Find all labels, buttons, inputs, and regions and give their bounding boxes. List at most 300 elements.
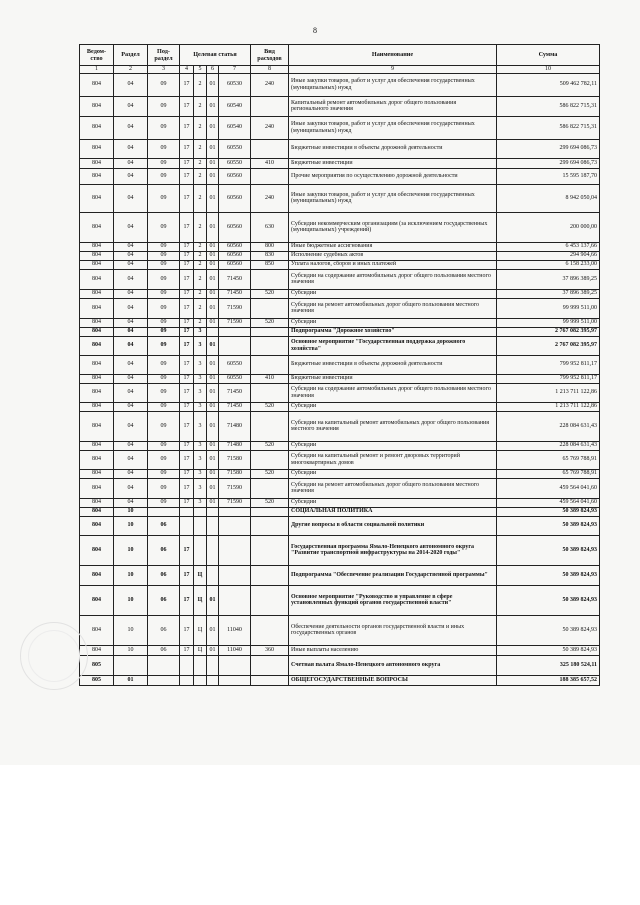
cell-vid-rashodov bbox=[251, 355, 289, 374]
cell-cs-program: 17 bbox=[180, 289, 194, 298]
cell-naimenovanie: Другие вопросы в области социальной политики bbox=[289, 516, 497, 535]
cell-cs-event: 01 bbox=[207, 139, 219, 158]
cell-cs-subprogram bbox=[194, 516, 207, 535]
col-number: 10 bbox=[497, 66, 600, 74]
cell-razdel: 10 bbox=[114, 615, 148, 645]
cell-cs-direction: 71590 bbox=[219, 298, 251, 318]
cell-vedomstvo: 804 bbox=[80, 168, 114, 184]
cell-naimenovanie: ОБЩЕГОСУДАРСТВЕННЫЕ ВОПРОСЫ bbox=[289, 675, 497, 685]
cell-summa: 6 453 137,66 bbox=[497, 242, 600, 251]
cell-cs-program: 17 bbox=[180, 298, 194, 318]
cell-vedomstvo: 804 bbox=[80, 298, 114, 318]
cell-cs-event: 01 bbox=[207, 73, 219, 96]
cell-summa: 188 385 657,52 bbox=[497, 675, 600, 685]
table-row bbox=[80, 184, 600, 212]
cell-vedomstvo: 804 bbox=[80, 318, 114, 327]
cell-cs-direction: 71450 bbox=[219, 383, 251, 402]
table-row bbox=[80, 565, 600, 585]
table-row bbox=[80, 516, 600, 535]
cell-podrazdel: 09 bbox=[148, 242, 180, 251]
cell-naimenovanie: Уплата налогов, сборов и иных платежей bbox=[289, 260, 497, 269]
cell-cs-direction: 71480 bbox=[219, 411, 251, 441]
cell-razdel: 04 bbox=[114, 73, 148, 96]
cell-vedomstvo: 804 bbox=[80, 469, 114, 478]
cell-cs-event bbox=[207, 535, 219, 565]
cell-vid-rashodov bbox=[251, 450, 289, 469]
cell-razdel: 04 bbox=[114, 298, 148, 318]
cell-cs-event: 01 bbox=[207, 260, 219, 269]
cell-vedomstvo: 804 bbox=[80, 498, 114, 507]
table-row bbox=[80, 289, 600, 298]
cell-naimenovanie: Обеспечение деятельности органов государственной власти и иных государственных органов bbox=[289, 615, 497, 645]
cell-razdel: 10 bbox=[114, 585, 148, 615]
cell-cs-subprogram: 2 bbox=[194, 212, 207, 242]
cell-naimenovanie: Субсидии bbox=[289, 498, 497, 507]
cell-razdel: 04 bbox=[114, 96, 148, 116]
cell-vid-rashodov bbox=[251, 585, 289, 615]
cell-summa: 294 904,66 bbox=[497, 251, 600, 260]
cell-razdel bbox=[114, 655, 148, 675]
cell-cs-subprogram: 2 bbox=[194, 139, 207, 158]
cell-razdel: 10 bbox=[114, 565, 148, 585]
cell-cs-direction bbox=[219, 516, 251, 535]
faded-stamp-inner bbox=[28, 630, 80, 682]
cell-podrazdel: 09 bbox=[148, 498, 180, 507]
table-row bbox=[80, 383, 600, 402]
table-row bbox=[80, 645, 600, 655]
cell-razdel: 04 bbox=[114, 289, 148, 298]
budget-table bbox=[79, 44, 600, 686]
cell-naimenovanie: Субсидии на содержание автомобильных дорог общего пользования местного значения bbox=[289, 383, 497, 402]
cell-vid-rashodov bbox=[251, 507, 289, 516]
cell-summa: 65 769 788,91 bbox=[497, 450, 600, 469]
cell-vedomstvo: 804 bbox=[80, 402, 114, 411]
cell-naimenovanie: Бюджетные инвестиции bbox=[289, 374, 497, 383]
cell-cs-program: 17 bbox=[180, 251, 194, 260]
cell-podrazdel: 09 bbox=[148, 441, 180, 450]
cell-podrazdel: 06 bbox=[148, 565, 180, 585]
cell-cs-subprogram: 3 bbox=[194, 498, 207, 507]
cell-vedomstvo: 804 bbox=[80, 565, 114, 585]
cell-vedomstvo: 804 bbox=[80, 184, 114, 212]
table-row bbox=[80, 212, 600, 242]
cell-cs-program bbox=[180, 516, 194, 535]
cell-cs-event bbox=[207, 327, 219, 336]
cell-podrazdel: 09 bbox=[148, 260, 180, 269]
table-row bbox=[80, 615, 600, 645]
cell-cs-program: 17 bbox=[180, 498, 194, 507]
cell-summa: 6 158 233,00 bbox=[497, 260, 600, 269]
cell-cs-program: 17 bbox=[180, 116, 194, 139]
cell-cs-direction bbox=[219, 585, 251, 615]
cell-cs-subprogram: 3 bbox=[194, 383, 207, 402]
cell-vedomstvo: 805 bbox=[80, 655, 114, 675]
cell-razdel: 04 bbox=[114, 260, 148, 269]
cell-vedomstvo: 804 bbox=[80, 355, 114, 374]
table-row bbox=[80, 441, 600, 450]
cell-naimenovanie: Бюджетные инвестиции bbox=[289, 158, 497, 168]
cell-razdel: 04 bbox=[114, 374, 148, 383]
cell-cs-direction: 60550 bbox=[219, 355, 251, 374]
cell-vid-rashodov bbox=[251, 96, 289, 116]
cell-podrazdel: 06 bbox=[148, 615, 180, 645]
cell-razdel: 04 bbox=[114, 441, 148, 450]
cell-cs-subprogram: 3 bbox=[194, 355, 207, 374]
cell-cs-program: 17 bbox=[180, 374, 194, 383]
cell-vid-rashodov: 520 bbox=[251, 289, 289, 298]
cell-summa: 50 389 824,93 bbox=[497, 645, 600, 655]
cell-cs-direction: 71590 bbox=[219, 318, 251, 327]
cell-cs-program: 17 bbox=[180, 411, 194, 441]
cell-vedomstvo: 804 bbox=[80, 212, 114, 242]
cell-summa: 228 084 631,43 bbox=[497, 441, 600, 450]
table-row bbox=[80, 585, 600, 615]
cell-vid-rashodov bbox=[251, 336, 289, 355]
cell-cs-program: 17 bbox=[180, 260, 194, 269]
cell-summa: 50 389 824,93 bbox=[497, 516, 600, 535]
cell-podrazdel: 09 bbox=[148, 327, 180, 336]
cell-razdel: 04 bbox=[114, 158, 148, 168]
cell-vedomstvo: 804 bbox=[80, 535, 114, 565]
cell-naimenovanie: Счетная палата Ямало-Ненецкого автономного округа bbox=[289, 655, 497, 675]
cell-cs-event: 01 bbox=[207, 645, 219, 655]
cell-podrazdel: 09 bbox=[148, 298, 180, 318]
cell-cs-event bbox=[207, 655, 219, 675]
cell-summa: 325 180 524,11 bbox=[497, 655, 600, 675]
cell-cs-direction: 71590 bbox=[219, 478, 251, 498]
cell-vedomstvo: 804 bbox=[80, 516, 114, 535]
cell-naimenovanie: Государственная программа Ямало-Ненецкого автономного округа "Развитие транспортной инфраструктуры на 2014-2020 годы" bbox=[289, 535, 497, 565]
cell-podrazdel: 09 bbox=[148, 374, 180, 383]
cell-cs-subprogram: 2 bbox=[194, 318, 207, 327]
cell-cs-program: 17 bbox=[180, 585, 194, 615]
cell-vid-rashodov: 520 bbox=[251, 441, 289, 450]
table-row bbox=[80, 336, 600, 355]
cell-podrazdel: 09 bbox=[148, 318, 180, 327]
cell-razdel: 04 bbox=[114, 411, 148, 441]
cell-cs-direction: 71580 bbox=[219, 450, 251, 469]
cell-podrazdel: 09 bbox=[148, 168, 180, 184]
cell-cs-event: 01 bbox=[207, 168, 219, 184]
cell-cs-direction: 60540 bbox=[219, 96, 251, 116]
cell-podrazdel: 09 bbox=[148, 96, 180, 116]
cell-summa: 299 694 086,73 bbox=[497, 158, 600, 168]
cell-vid-rashodov: 520 bbox=[251, 469, 289, 478]
cell-cs-direction: 71580 bbox=[219, 469, 251, 478]
cell-vedomstvo: 804 bbox=[80, 327, 114, 336]
cell-podrazdel: 09 bbox=[148, 355, 180, 374]
header-razdel: Раздел bbox=[114, 45, 148, 66]
table-row bbox=[80, 411, 600, 441]
cell-vedomstvo: 804 bbox=[80, 289, 114, 298]
col-number: 7 bbox=[219, 66, 251, 74]
cell-cs-direction bbox=[219, 655, 251, 675]
cell-cs-event: 01 bbox=[207, 242, 219, 251]
cell-cs-event bbox=[207, 565, 219, 585]
cell-cs-subprogram: 3 bbox=[194, 327, 207, 336]
cell-naimenovanie: Субсидии некоммерческим организациям (за исключением государственных (муниципальных) учреждений) bbox=[289, 212, 497, 242]
cell-podrazdel: 09 bbox=[148, 336, 180, 355]
cell-vedomstvo: 804 bbox=[80, 383, 114, 402]
cell-naimenovanie: Субсидии bbox=[289, 469, 497, 478]
cell-cs-direction: 60560 bbox=[219, 212, 251, 242]
cell-cs-direction: 60540 bbox=[219, 116, 251, 139]
cell-vid-rashodov bbox=[251, 675, 289, 685]
cell-cs-event: 01 bbox=[207, 289, 219, 298]
cell-cs-event: 01 bbox=[207, 374, 219, 383]
cell-summa: 8 942 050,04 bbox=[497, 184, 600, 212]
cell-naimenovanie: Иные закупки товаров, работ и услуг для обеспечения государственных (муниципальных) нужд bbox=[289, 184, 497, 212]
cell-cs-program: 17 bbox=[180, 478, 194, 498]
cell-podrazdel: 09 bbox=[148, 402, 180, 411]
cell-cs-program: 17 bbox=[180, 441, 194, 450]
cell-cs-program: 17 bbox=[180, 336, 194, 355]
cell-cs-program: 17 bbox=[180, 645, 194, 655]
cell-cs-direction: 71450 bbox=[219, 269, 251, 289]
cell-cs-subprogram: 2 bbox=[194, 269, 207, 289]
cell-cs-subprogram bbox=[194, 655, 207, 675]
table-row bbox=[80, 242, 600, 251]
cell-cs-subprogram: Ц bbox=[194, 565, 207, 585]
table-row bbox=[80, 675, 600, 685]
cell-cs-program: 17 bbox=[180, 212, 194, 242]
cell-cs-subprogram: Ц bbox=[194, 585, 207, 615]
col-number: 5 bbox=[194, 66, 207, 74]
cell-vedomstvo: 804 bbox=[80, 139, 114, 158]
cell-vedomstvo: 804 bbox=[80, 585, 114, 615]
cell-vid-rashodov: 850 bbox=[251, 260, 289, 269]
cell-cs-program: 17 bbox=[180, 469, 194, 478]
cell-razdel: 04 bbox=[114, 402, 148, 411]
cell-cs-event bbox=[207, 516, 219, 535]
cell-cs-direction: 60550 bbox=[219, 374, 251, 383]
cell-razdel: 10 bbox=[114, 645, 148, 655]
cell-vid-rashodov bbox=[251, 535, 289, 565]
cell-podrazdel: 09 bbox=[148, 478, 180, 498]
cell-vid-rashodov: 240 bbox=[251, 73, 289, 96]
cell-cs-event: 01 bbox=[207, 450, 219, 469]
cell-cs-subprogram: Ц bbox=[194, 615, 207, 645]
cell-vid-rashodov bbox=[251, 383, 289, 402]
cell-vid-rashodov bbox=[251, 478, 289, 498]
cell-razdel: 10 bbox=[114, 535, 148, 565]
cell-cs-direction bbox=[219, 565, 251, 585]
header-summa: Сумма bbox=[497, 45, 600, 66]
cell-cs-subprogram: 2 bbox=[194, 168, 207, 184]
cell-naimenovanie: Субсидии bbox=[289, 318, 497, 327]
cell-cs-direction bbox=[219, 675, 251, 685]
cell-summa: 799 952 811,17 bbox=[497, 374, 600, 383]
cell-cs-direction bbox=[219, 336, 251, 355]
cell-naimenovanie: Иные бюджетные ассигнования bbox=[289, 242, 497, 251]
cell-cs-subprogram: 3 bbox=[194, 478, 207, 498]
cell-podrazdel: 06 bbox=[148, 516, 180, 535]
cell-vedomstvo: 804 bbox=[80, 615, 114, 645]
cell-naimenovanie: Субсидии на капитальный ремонт и ремонт дворовых территорий многоквартирных домов bbox=[289, 450, 497, 469]
cell-naimenovanie: Основное мероприятие "Руководство и управление в сфере установленных функций органов государственной власти" bbox=[289, 585, 497, 615]
cell-summa: 99 999 511,00 bbox=[497, 298, 600, 318]
cell-podrazdel: 09 bbox=[148, 269, 180, 289]
cell-summa: 459 564 041,60 bbox=[497, 498, 600, 507]
cell-vid-rashodov: 520 bbox=[251, 402, 289, 411]
cell-vedomstvo: 804 bbox=[80, 507, 114, 516]
cell-naimenovanie: Иные выплаты населению bbox=[289, 645, 497, 655]
cell-vedomstvo: 804 bbox=[80, 441, 114, 450]
cell-cs-program: 17 bbox=[180, 402, 194, 411]
cell-vedomstvo: 804 bbox=[80, 242, 114, 251]
cell-cs-subprogram: 3 bbox=[194, 450, 207, 469]
cell-cs-event bbox=[207, 507, 219, 516]
header-naimenovanie: Наименование bbox=[289, 45, 497, 66]
cell-podrazdel bbox=[148, 507, 180, 516]
cell-podrazdel: 09 bbox=[148, 251, 180, 260]
cell-cs-event: 01 bbox=[207, 212, 219, 242]
cell-naimenovanie: Прочие мероприятия по осуществлению дорожной деятельности bbox=[289, 168, 497, 184]
table-row bbox=[80, 655, 600, 675]
cell-cs-event: 01 bbox=[207, 318, 219, 327]
table-row bbox=[80, 535, 600, 565]
cell-podrazdel: 09 bbox=[148, 116, 180, 139]
cell-summa: 1 213 711 122,86 bbox=[497, 383, 600, 402]
cell-cs-direction: 71450 bbox=[219, 289, 251, 298]
cell-naimenovanie: Субсидии bbox=[289, 289, 497, 298]
header-row bbox=[80, 45, 600, 66]
table-row bbox=[80, 507, 600, 516]
header-podrazdel: Под-раздел bbox=[148, 45, 180, 66]
cell-cs-direction: 60550 bbox=[219, 139, 251, 158]
cell-podrazdel: 09 bbox=[148, 158, 180, 168]
cell-razdel: 04 bbox=[114, 336, 148, 355]
cell-cs-event: 01 bbox=[207, 402, 219, 411]
cell-podrazdel: 09 bbox=[148, 184, 180, 212]
cell-cs-subprogram: 3 bbox=[194, 402, 207, 411]
cell-summa: 200 000,00 bbox=[497, 212, 600, 242]
table-body bbox=[80, 73, 600, 685]
cell-vid-rashodov bbox=[251, 327, 289, 336]
cell-vedomstvo: 804 bbox=[80, 260, 114, 269]
table-row bbox=[80, 327, 600, 336]
cell-cs-event: 01 bbox=[207, 251, 219, 260]
cell-cs-event: 01 bbox=[207, 298, 219, 318]
cell-vid-rashodov bbox=[251, 516, 289, 535]
cell-cs-subprogram: 2 bbox=[194, 96, 207, 116]
cell-razdel: 04 bbox=[114, 116, 148, 139]
cell-cs-direction: 71480 bbox=[219, 441, 251, 450]
cell-cs-event: 01 bbox=[207, 96, 219, 116]
cell-naimenovanie: Бюджетные инвестиции в объекты дорожной деятельности bbox=[289, 139, 497, 158]
cell-vedomstvo: 804 bbox=[80, 251, 114, 260]
cell-cs-subprogram: 2 bbox=[194, 158, 207, 168]
cell-summa: 65 769 788,91 bbox=[497, 469, 600, 478]
table-row bbox=[80, 478, 600, 498]
cell-cs-subprogram bbox=[194, 535, 207, 565]
table-row bbox=[80, 402, 600, 411]
cell-cs-direction: 60560 bbox=[219, 242, 251, 251]
cell-cs-direction: 60560 bbox=[219, 168, 251, 184]
cell-cs-direction: 11040 bbox=[219, 645, 251, 655]
cell-cs-program: 17 bbox=[180, 242, 194, 251]
col-number: 9 bbox=[289, 66, 497, 74]
cell-vid-rashodov bbox=[251, 565, 289, 585]
cell-cs-subprogram: 2 bbox=[194, 242, 207, 251]
cell-razdel: 04 bbox=[114, 212, 148, 242]
cell-vid-rashodov: 410 bbox=[251, 374, 289, 383]
col-number: 2 bbox=[114, 66, 148, 74]
cell-vid-rashodov: 520 bbox=[251, 498, 289, 507]
cell-vedomstvo: 804 bbox=[80, 336, 114, 355]
col-number: 6 bbox=[207, 66, 219, 74]
cell-naimenovanie: Субсидии на ремонт автомобильных дорог общего пользования местного значения bbox=[289, 478, 497, 498]
cell-cs-direction: 60560 bbox=[219, 260, 251, 269]
col-number: 4 bbox=[180, 66, 194, 74]
cell-razdel: 04 bbox=[114, 498, 148, 507]
table-row bbox=[80, 251, 600, 260]
cell-cs-direction bbox=[219, 507, 251, 516]
cell-naimenovanie: Иные закупки товаров, работ и услуг для обеспечения государственных (муниципальных) нужд bbox=[289, 116, 497, 139]
cell-razdel: 04 bbox=[114, 242, 148, 251]
cell-razdel: 04 bbox=[114, 139, 148, 158]
cell-cs-program: 17 bbox=[180, 184, 194, 212]
table-row bbox=[80, 269, 600, 289]
cell-vid-rashodov: 520 bbox=[251, 318, 289, 327]
cell-podrazdel bbox=[148, 675, 180, 685]
cell-razdel: 04 bbox=[114, 478, 148, 498]
cell-summa: 37 896 389,25 bbox=[497, 269, 600, 289]
cell-naimenovanie: Иные закупки товаров, работ и услуг для обеспечения государственных (муниципальных) нужд bbox=[289, 73, 497, 96]
col-number: 8 bbox=[251, 66, 289, 74]
cell-naimenovanie: Субсидии на ремонт автомобильных дорог общего пользования местного значения bbox=[289, 298, 497, 318]
cell-summa: 37 896 389,25 bbox=[497, 289, 600, 298]
cell-naimenovanie: Основное мероприятие "Государственная поддержка дорожного хозяйства" bbox=[289, 336, 497, 355]
cell-cs-program: 17 bbox=[180, 565, 194, 585]
cell-vid-rashodov bbox=[251, 615, 289, 645]
cell-summa: 99 999 511,00 bbox=[497, 318, 600, 327]
table-row bbox=[80, 139, 600, 158]
cell-cs-event: 01 bbox=[207, 469, 219, 478]
cell-cs-event: 01 bbox=[207, 615, 219, 645]
cell-cs-subprogram: 2 bbox=[194, 251, 207, 260]
cell-cs-event: 01 bbox=[207, 158, 219, 168]
cell-naimenovanie: Субсидии bbox=[289, 441, 497, 450]
cell-vid-rashodov bbox=[251, 411, 289, 441]
cell-cs-program: 17 bbox=[180, 383, 194, 402]
cell-cs-subprogram: 2 bbox=[194, 289, 207, 298]
cell-vid-rashodov: 240 bbox=[251, 184, 289, 212]
cell-cs-program bbox=[180, 655, 194, 675]
col-number: 3 bbox=[148, 66, 180, 74]
cell-cs-subprogram: Ц bbox=[194, 645, 207, 655]
cell-cs-subprogram: 3 bbox=[194, 411, 207, 441]
cell-vid-rashodov: 830 bbox=[251, 251, 289, 260]
cell-cs-event: 01 bbox=[207, 116, 219, 139]
table-row bbox=[80, 469, 600, 478]
page-number: 8 bbox=[313, 26, 317, 35]
cell-cs-program: 17 bbox=[180, 168, 194, 184]
table-row bbox=[80, 318, 600, 327]
cell-podrazdel: 06 bbox=[148, 535, 180, 565]
cell-razdel: 04 bbox=[114, 327, 148, 336]
cell-cs-program: 17 bbox=[180, 96, 194, 116]
cell-podrazdel: 09 bbox=[148, 469, 180, 478]
cell-summa: 586 822 715,31 bbox=[497, 96, 600, 116]
cell-cs-event: 01 bbox=[207, 269, 219, 289]
cell-cs-event: 01 bbox=[207, 585, 219, 615]
cell-vedomstvo: 804 bbox=[80, 411, 114, 441]
cell-cs-program: 17 bbox=[180, 615, 194, 645]
cell-razdel: 01 bbox=[114, 675, 148, 685]
cell-naimenovanie: Исполнение судебных актов bbox=[289, 251, 497, 260]
cell-summa: 228 084 631,43 bbox=[497, 411, 600, 441]
